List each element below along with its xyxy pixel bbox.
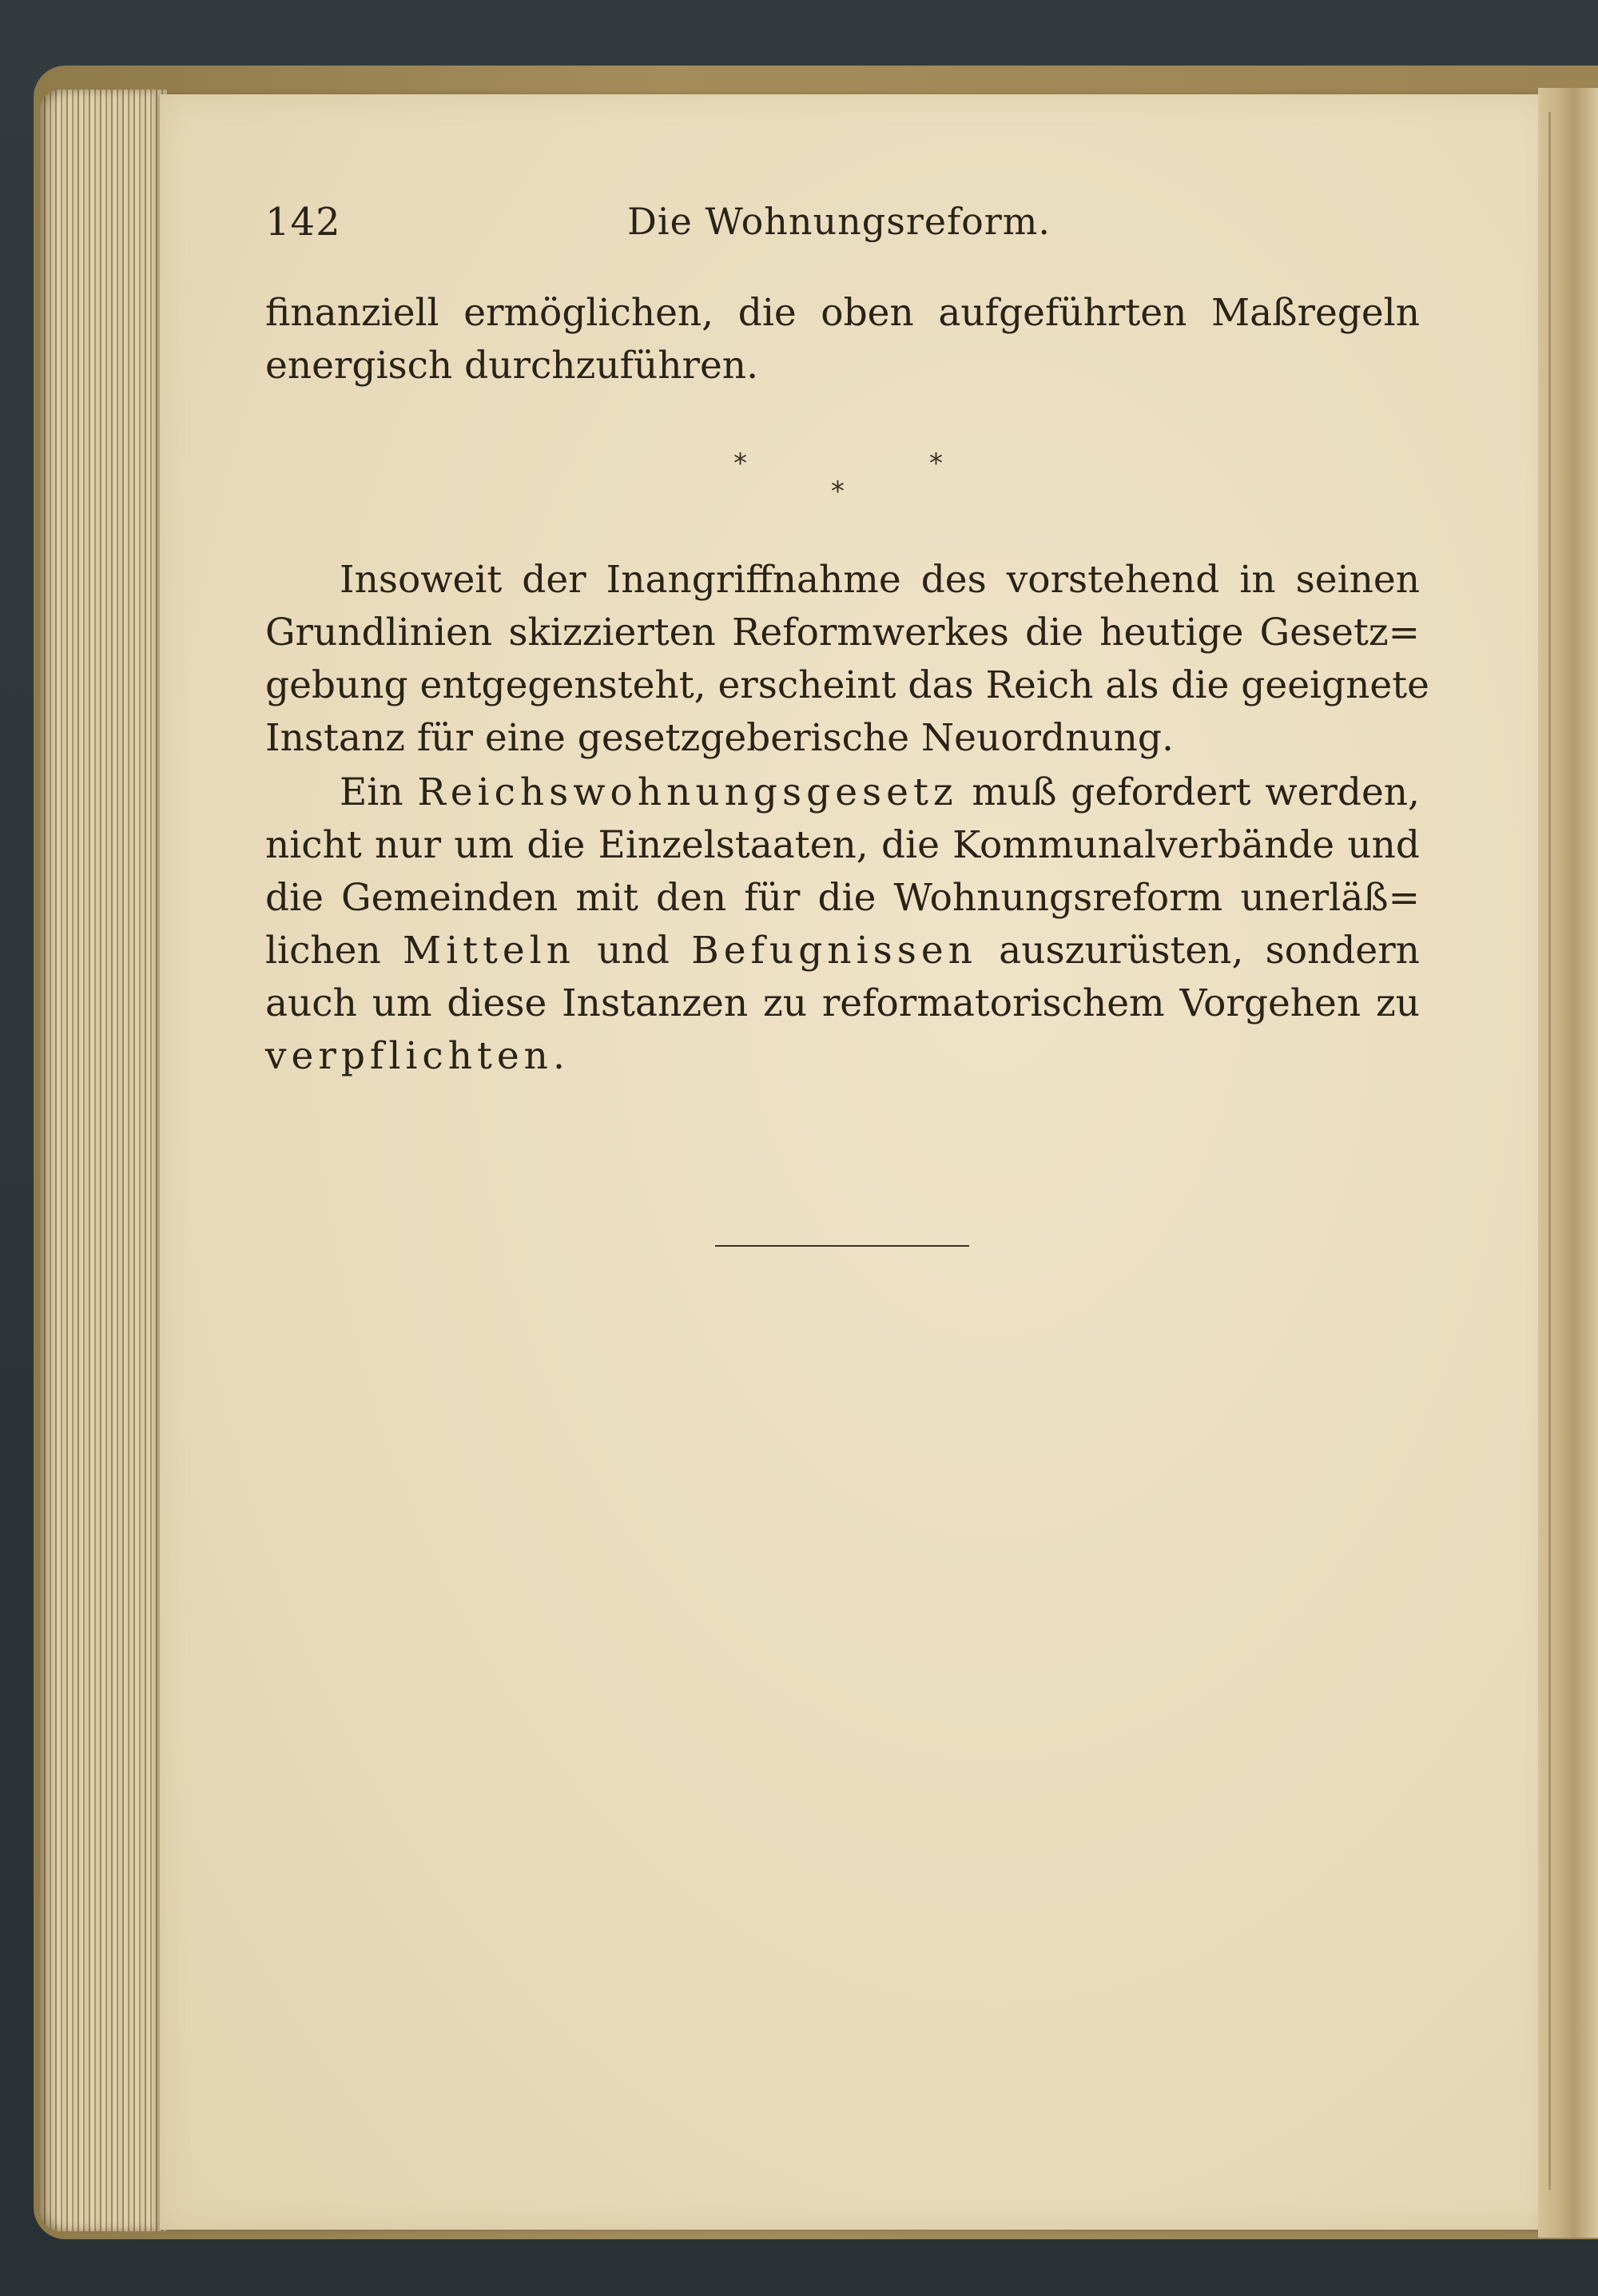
book-gutter [1538, 88, 1598, 2238]
spaced-emphasis: verpflichten. [265, 1034, 570, 1078]
text-span: muß gefordert werden, [972, 770, 1420, 814]
asterism-mark: * [733, 448, 747, 479]
spaced-emphasis: Reichswohnungsgesetz [417, 770, 958, 814]
text-line: energisch durchzuführen. [265, 344, 759, 388]
text-line: auch um diese Instanzen zu reformatorischem Vorgehen zu [265, 981, 1420, 1025]
text-line: Insoweit der Inangriffnahme des vorstehend in seinen [340, 558, 1420, 602]
text-span: Ein [340, 770, 403, 814]
text-line: Grundlinien skizzierten Reformwerkes die heutige Gesetz= [265, 611, 1420, 655]
running-head: Die Wohnungsreform. [627, 200, 1051, 243]
spaced-emphasis: Befugnissen [691, 929, 977, 973]
text-line: Instanz für eine gesetzgeberische Neuordnung. [265, 716, 1174, 760]
text-line [265, 927, 1420, 975]
page-edges [40, 90, 168, 2231]
text-span: und [597, 929, 670, 973]
text-line: die Gemeinden mit den für die Wohnungsreform unerläß= [265, 876, 1420, 920]
asterism-mark: * [831, 476, 845, 507]
text-line [340, 769, 1420, 817]
text-line: finanziell ermöglichen, die oben aufgeführten Maßregeln [265, 291, 1420, 335]
text-line: gebung entgegensteht, erscheint das Reich als die geeignete [265, 663, 1429, 707]
gutter-line [1548, 112, 1551, 2190]
text-span: auszurüsten, sondern [999, 929, 1420, 973]
book-page [160, 94, 1550, 2230]
text-line: nicht nur um die Einzelstaaten, die Kommunalverbände und [265, 823, 1420, 867]
asterism-mark: * [929, 448, 943, 479]
spaced-emphasis: Mitteln [403, 929, 576, 973]
text-span: lichen [265, 929, 381, 973]
page-header [0, 200, 1598, 248]
text-line [265, 1033, 1420, 1080]
section-end-rule [715, 1245, 969, 1247]
page-number: 142 [265, 200, 341, 245]
